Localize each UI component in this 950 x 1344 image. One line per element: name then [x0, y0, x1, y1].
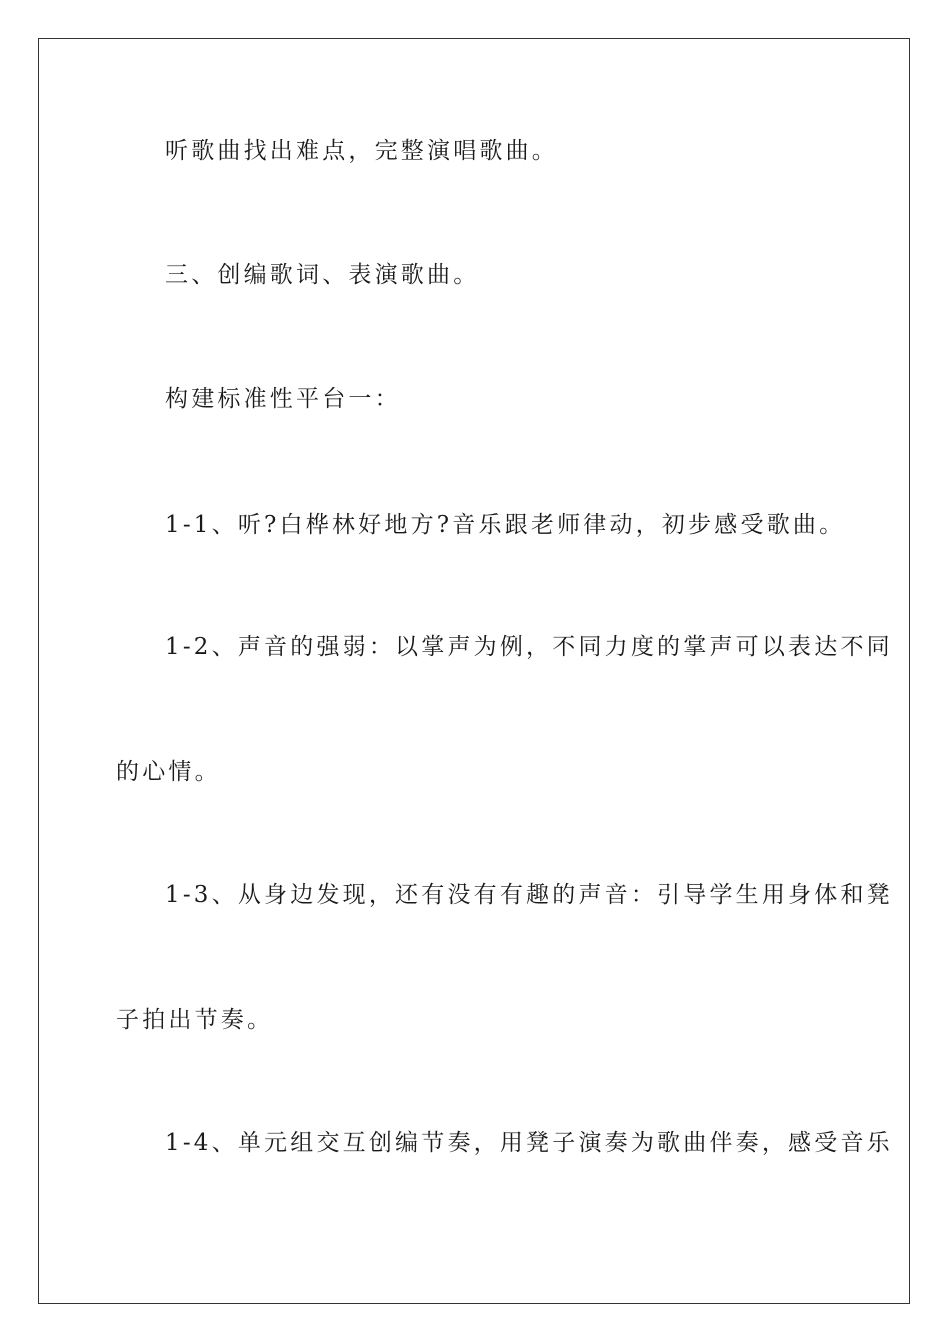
page-border: [38, 38, 910, 1304]
paragraph-item-1-3: 1-3、从身边发现，还有没有有趣的声音：引导学生用身体和凳: [165, 882, 893, 908]
paragraph-item-1-4: 1-4、单元组交互创编节奏，用凳子演奏为歌曲伴奏，感受音乐: [165, 1130, 893, 1156]
paragraph-item-1-2: 1-2、声音的强弱：以掌声为例，不同力度的掌声可以表达不同: [165, 634, 893, 660]
paragraph-item-1-3-continued: 子拍出节奏。: [116, 1007, 274, 1033]
paragraph-line-1: 听歌曲找出难点，完整演唱歌曲。: [165, 138, 558, 164]
paragraph-item-1-2-continued: 的心情。: [116, 759, 221, 785]
paragraph-heading-3: 三、创编歌词、表演歌曲。: [165, 262, 480, 288]
paragraph-platform-heading: 构建标准性平台一：: [165, 386, 401, 412]
paragraph-item-1-1: 1-1、听?白桦林好地方?音乐跟老师律动，初步感受歌曲。: [165, 512, 846, 538]
